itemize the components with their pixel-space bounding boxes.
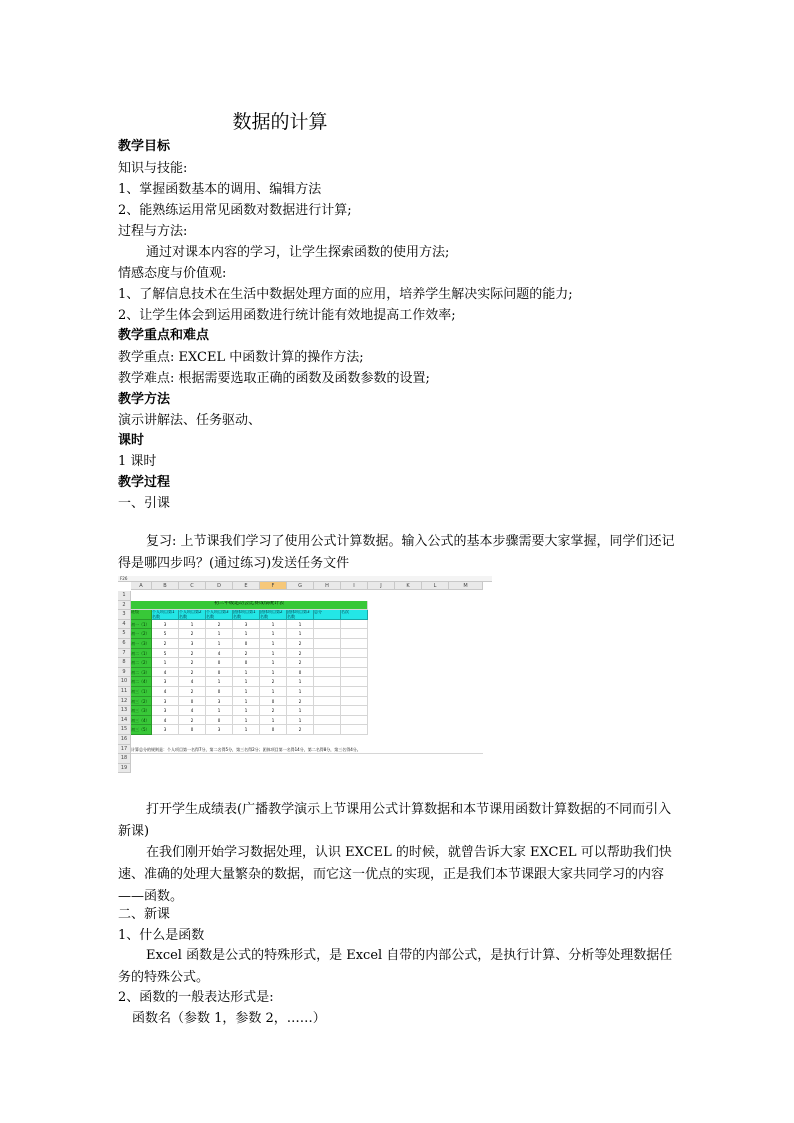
sheet-data-cell: 1 <box>287 716 314 726</box>
row-header: 9 <box>118 668 131 678</box>
sheet-data-cell: 初三（4） <box>131 716 152 726</box>
sheet-data-cell: 0 <box>206 658 233 668</box>
sheet-data-cell: 初二（4） <box>131 677 152 687</box>
sheet-data-cell: 0 <box>287 668 314 678</box>
sheet-data-cell: 0 <box>206 716 233 726</box>
sheet-data-cell <box>314 620 341 630</box>
sheet-data-cell: 0 <box>233 658 260 668</box>
sheet-data-cell: 3 <box>152 725 179 735</box>
column-header: C <box>179 582 206 590</box>
knowledge-item-1: 1、掌握函数基本的调用、编辑方法 <box>118 182 322 197</box>
sheet-data-cell: 0 <box>179 697 206 707</box>
sheet-data-cell: 1 <box>287 629 314 639</box>
column-header: F <box>260 582 287 590</box>
sheet-data-cell: 0 <box>206 687 233 697</box>
sheet-data-cell: 1 <box>260 668 287 678</box>
sheet-data-cell: 2 <box>287 639 314 649</box>
sheet-data-cell: 1 <box>233 677 260 687</box>
sheet-data-cell: 1 <box>233 687 260 697</box>
sheet-data-cell <box>341 620 368 630</box>
sheet-data-cell: 3 <box>233 620 260 630</box>
sheet-data-cell: 1 <box>260 687 287 697</box>
question-2: 2、函数的一般表达形式是: <box>118 990 274 1005</box>
sheet-data-cell: 4 <box>179 677 206 687</box>
sheet-data-cell: 1 <box>233 725 260 735</box>
sheet-data-cell <box>314 687 341 697</box>
sheet-data-cell: 0 <box>260 697 287 707</box>
sheet-data-cell: 初一（3） <box>131 639 152 649</box>
row-header: 3 <box>118 610 131 620</box>
sheet-header-cell: 个人项目第2名数 <box>179 610 206 620</box>
sheet-data-cell: 初二（1） <box>131 649 152 659</box>
sheet-data-cell: 1 <box>260 649 287 659</box>
row-header: 12 <box>118 697 131 707</box>
row-header: 11 <box>118 687 131 697</box>
sheet-data-cell: 2 <box>260 706 287 716</box>
heading-key-points: 教学重点和难点 <box>118 328 210 343</box>
sheet-data-cell: 1 <box>260 620 287 630</box>
sheet-data-cell: 0 <box>179 725 206 735</box>
column-header: L <box>422 582 449 590</box>
key-point: 教学重点: EXCEL 中函数计算的操作方法; <box>118 350 364 365</box>
heading-method: 教学方法 <box>118 392 171 407</box>
sheet-data-cell: 1 <box>260 639 287 649</box>
sheet-data-cell <box>341 677 368 687</box>
sheet-data-cell <box>341 639 368 649</box>
sheet-header-cell: 名次 <box>341 610 368 620</box>
question-1: 1、什么是函数 <box>118 928 205 943</box>
section-2-title: 二、新课 <box>118 907 171 922</box>
row-header: 15 <box>118 725 131 735</box>
row-header: 4 <box>118 620 131 630</box>
sheet-data-cell <box>341 716 368 726</box>
column-header: J <box>368 582 395 590</box>
sheet-data-cell: 4 <box>152 668 179 678</box>
sheet-header-cell: 个人项目第1名数 <box>152 610 179 620</box>
row-header: 13 <box>118 706 131 716</box>
row-header: 14 <box>118 716 131 726</box>
process-label: 过程与方法: <box>118 224 188 239</box>
sheet-header-cell: 班级 <box>131 610 152 620</box>
function-form: 函数名（参数 1，参数 2，……） <box>132 1011 326 1026</box>
sheet-data-cell: 4 <box>179 706 206 716</box>
sheet-data-cell: 2 <box>152 639 179 649</box>
column-header: H <box>314 582 341 590</box>
attitude-item-1: 1、了解信息技术在生活中数据处理方面的应用，培养学生解决实际问题的能力; <box>118 287 573 302</box>
sheet-data-cell: 4 <box>152 716 179 726</box>
sheet-data-cell: 5 <box>152 629 179 639</box>
sheet-data-cell <box>341 687 368 697</box>
column-header: K <box>395 582 422 590</box>
sheet-data-cell <box>314 716 341 726</box>
column-header: G <box>287 582 314 590</box>
process-item: 通过对课本内容的学习，让学生探索函数的使用方法; <box>146 245 450 260</box>
sheet-data-cell: 2 <box>233 649 260 659</box>
sheet-data-cell: 4 <box>206 649 233 659</box>
row-header: 1 <box>118 591 131 601</box>
sheet-data-cell: 2 <box>206 620 233 630</box>
column-header: D <box>206 582 233 590</box>
sheet-data-cell: 3 <box>152 697 179 707</box>
sheet-header-cell: 团体项目第2名数 <box>260 610 287 620</box>
knowledge-item-2: 2、能熟练运用常见函数对数据进行计算; <box>118 203 352 218</box>
column-header: E <box>233 582 260 590</box>
sheet-data-cell <box>314 697 341 707</box>
sheet-data-cell: 3 <box>152 677 179 687</box>
sheet-data-cell: 初一（2） <box>131 629 152 639</box>
sheet-data-cell: 1 <box>206 706 233 716</box>
sheet-data-cell: 3 <box>206 725 233 735</box>
sheet-data-cell: 3 <box>152 706 179 716</box>
sheet-data-cell: 1 <box>260 716 287 726</box>
sheet-data-cell: 4 <box>152 687 179 697</box>
sheet-table-title: 初三年级运动会比赛成绩统计表 <box>131 601 368 611</box>
sheet-data-cell: 1 <box>206 677 233 687</box>
sheet-data-cell: 1 <box>287 677 314 687</box>
heading-process: 教学过程 <box>118 475 171 490</box>
heading-goals: 教学目标 <box>118 139 171 154</box>
sheet-data-cell: 1 <box>206 629 233 639</box>
period-text: 1 课时 <box>118 454 157 469</box>
sheet-data-cell <box>314 677 341 687</box>
sheet-data-cell: 2 <box>179 687 206 697</box>
sheet-data-cell <box>314 706 341 716</box>
sheet-data-cell: 1 <box>233 716 260 726</box>
sheet-data-cell: 2 <box>179 658 206 668</box>
sheet-data-cell <box>341 649 368 659</box>
sheet-data-cell: 2 <box>287 697 314 707</box>
sheet-data-cell <box>314 658 341 668</box>
page-title: 数据的计算 <box>232 111 328 133</box>
spreadsheet-screenshot <box>118 576 492 773</box>
row-header: 8 <box>118 658 131 668</box>
row-header: 7 <box>118 649 131 659</box>
sheet-data-cell: 1 <box>152 658 179 668</box>
difficult-point: 教学难点: 根据需要选取正确的函数及函数参数的设置; <box>118 371 430 386</box>
sheet-data-cell: 1 <box>287 687 314 697</box>
sheet-data-cell: 2 <box>287 649 314 659</box>
sheet-data-cell: 1 <box>260 658 287 668</box>
sheet-data-cell <box>314 649 341 659</box>
sheet-data-cell: 初二（2） <box>131 658 152 668</box>
sheet-data-cell: 2 <box>179 629 206 639</box>
intro-paragraph: 在我们刚开始学习数据处理，认识 EXCEL 的时候，就曾告诉大家 EXCEL 可以帮助我们快速、准确的处理大量繁杂的数据，而它这一优点的实现，正是我们本节课跟大家共同学习的内容——函数。 <box>118 845 672 904</box>
sheet-data-cell <box>341 725 368 735</box>
row-header: 6 <box>118 639 131 649</box>
sheet-header-cell: 个人项目第3名数 <box>206 610 233 620</box>
sheet-data-cell: 1 <box>233 706 260 716</box>
row-header: 16 <box>118 735 131 745</box>
sheet-data-cell: 2 <box>179 716 206 726</box>
sheet-data-cell: 初三（3） <box>131 706 152 716</box>
method-text: 演示讲解法、任务驱动、 <box>118 413 262 428</box>
sheet-data-cell: 2 <box>179 649 206 659</box>
attitude-label: 情感态度与价值观: <box>118 266 227 281</box>
sheet-data-cell: 初三（1） <box>131 687 152 697</box>
sheet-data-cell: 3 <box>152 620 179 630</box>
sheet-data-cell: 初三（5） <box>131 725 152 735</box>
sheet-note: 计算总分的规则是：个人项目第一名得7分，第二名得5分，第三名得2分；团体项目第一名得14分，第二名得8分，第三名得4分。 <box>131 745 483 755</box>
column-header: B <box>152 582 179 590</box>
name-box: F26 <box>120 576 128 581</box>
row-header: 5 <box>118 629 131 639</box>
sheet-data-cell: 2 <box>179 668 206 678</box>
sheet-data-cell: 5 <box>152 649 179 659</box>
sheet-data-cell: 3 <box>206 697 233 707</box>
definition-paragraph: Excel 函数是公式的特殊形式，是 Excel 自带的内部公式，是执行计算、分析等处理数据任务的特殊公式。 <box>118 948 673 985</box>
sheet-data-cell <box>341 629 368 639</box>
sheet-data-cell: 1 <box>260 629 287 639</box>
sheet-data-cell: 1 <box>287 620 314 630</box>
row-header: 17 <box>118 745 131 755</box>
row-header: 2 <box>118 601 131 611</box>
section-1-title: 一、引课 <box>118 496 171 511</box>
sheet-data-cell <box>314 639 341 649</box>
sheet-data-cell: 0 <box>260 725 287 735</box>
sheet-data-cell: 3 <box>179 639 206 649</box>
sheet-data-cell <box>314 629 341 639</box>
attitude-item-2: 2、让学生体会到运用函数进行统计能有效地提高工作效率; <box>118 308 456 323</box>
sheet-data-cell: 初三（2） <box>131 697 152 707</box>
sheet-data-cell <box>341 668 368 678</box>
sheet-data-cell <box>341 658 368 668</box>
sheet-data-cell: 初二（3） <box>131 668 152 678</box>
sheet-data-cell: 2 <box>287 725 314 735</box>
sheet-data-cell <box>314 668 341 678</box>
sheet-data-cell: 1 <box>233 629 260 639</box>
row-header: 10 <box>118 677 131 687</box>
column-header: A <box>131 582 152 590</box>
sheet-data-cell: 1 <box>206 639 233 649</box>
sheet-data-cell <box>341 697 368 707</box>
review-paragraph: 复习: 上节课我们学习了使用公式计算数据。输入公式的基本步骤需要大家掌握，同学们还记得是哪四步吗？(通过练习)发送任务文件 <box>118 534 675 571</box>
row-header: 18 <box>118 754 131 764</box>
sheet-header-cell: 团体项目第1名数 <box>233 610 260 620</box>
sheet-data-cell: 1 <box>233 668 260 678</box>
heading-period: 课时 <box>118 433 145 448</box>
row-header: 19 <box>118 764 131 774</box>
sheet-data-cell: 0 <box>206 668 233 678</box>
sheet-header-cell: 团体项目第3名数 <box>287 610 314 620</box>
sheet-header-cell: 总分 <box>314 610 341 620</box>
knowledge-label: 知识与技能: <box>118 161 188 176</box>
sheet-data-cell: 2 <box>287 658 314 668</box>
column-header: M <box>449 582 483 590</box>
sheet-data-cell: 2 <box>260 677 287 687</box>
sheet-data-cell: 1 <box>287 706 314 716</box>
open-file-paragraph: 打开学生成绩表(广播教学演示上节课用公式计算数据和本节课用函数计算数据的不同而引入新课) <box>118 802 672 839</box>
sheet-data-cell: 0 <box>233 639 260 649</box>
sheet-data-cell: 1 <box>233 697 260 707</box>
sheet-data-cell: 初一（1） <box>131 620 152 630</box>
sheet-data-cell: 1 <box>179 620 206 630</box>
sheet-data-cell <box>341 706 368 716</box>
column-header: I <box>341 582 368 590</box>
sheet-data-cell <box>314 725 341 735</box>
